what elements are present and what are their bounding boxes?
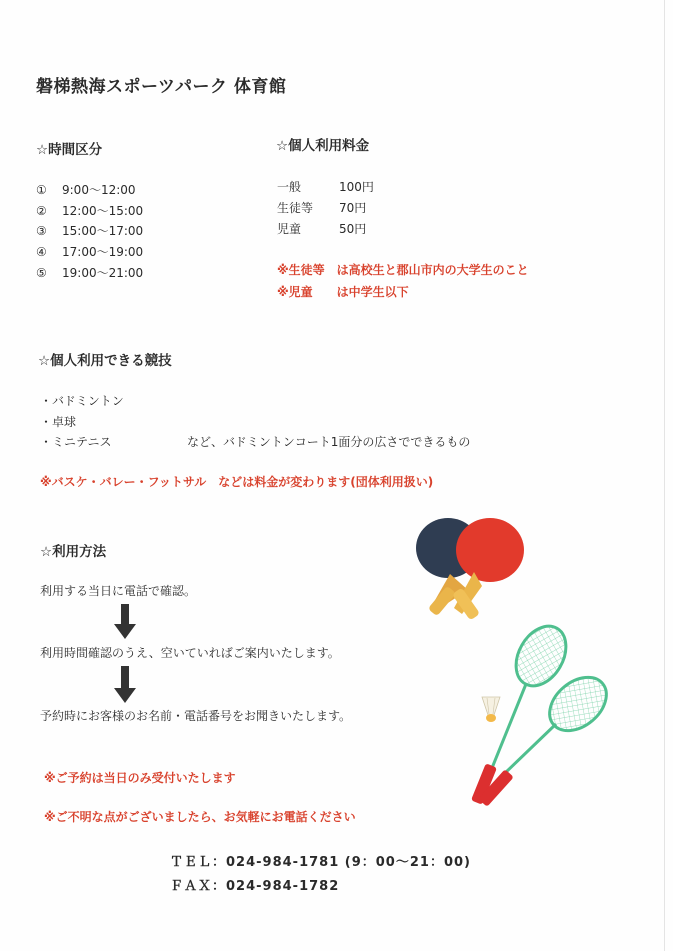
ping-pong-paddles-icon [410,508,535,623]
shuttlecock-icon [478,695,504,725]
time-slot-number: ④ [36,245,47,259]
time-slot [36,243,143,260]
fee-price: 70円 [339,201,367,215]
fee-price: 100円 [339,180,374,194]
time-slot-range: 12:00～15:00 [62,204,144,218]
fee-note-children: ※児童 は中学生以下 [277,285,409,299]
mini-tennis-note: など、バドミントンコート1面分の広さでできるもの [187,435,471,449]
usage-step-1: 利用する当日に電話で確認。 [40,584,197,598]
fee-note-students: ※生徒等 は高校生と郡山市内の大学生のこと [277,263,529,277]
down-arrow-icon [114,604,136,640]
usage-section-heading: ☆利用方法 [40,544,107,560]
page-edge-line [664,0,665,951]
time-slot [36,181,136,198]
sports-section-heading: ☆個人利用できる競技 [38,353,172,369]
fee-price: 50円 [339,222,367,236]
badminton-rackets-icon [438,618,613,818]
sport-item-mini-tennis: ・ミニテニス [40,435,112,449]
time-slot-number: ⑤ [36,266,47,280]
time-slot [36,264,143,281]
fee-row [277,199,366,216]
down-arrow-icon [114,666,136,704]
time-slot-range: 19:00～21:00 [62,266,144,280]
usage-step-2: 利用時間確認のうえ、空いていればご案内いたします。 [40,646,340,660]
time-slot-number: ① [36,183,47,197]
page-title: 磐梯熱海スポーツパーク 体育館 [36,77,287,97]
same-day-reservation-note: ※ご予約は当日のみ受付いたします [44,771,236,785]
fee-row [277,178,374,195]
fee-label: 生徒等 [277,201,314,215]
fee-label: 一般 [277,180,302,194]
sport-item-table-tennis: ・卓球 [40,415,77,429]
time-section-heading: ☆時間区分 [36,142,103,158]
time-slot-number: ③ [36,224,47,238]
time-slot-range: 9:00～12:00 [62,183,136,197]
fee-row [277,220,366,237]
time-slot-range: 17:00～19:00 [62,245,144,259]
time-slot [36,202,143,219]
fax-number: ＦＡＸ：024-984-1782 [170,879,340,894]
sport-item-badminton: ・バドミントン [40,394,124,408]
inquiry-note: ※ご不明な点がございましたら、お気軽にお電話ください [44,810,356,824]
usage-step-3: 予約時にお客様のお名前・電話番号をお聞きいたします。 [40,709,352,723]
time-slot-range: 15:00～17:00 [62,224,144,238]
tel-number: ＴＥＬ：024-984-1781 (9：00～21：00) [170,855,471,870]
time-slot [36,222,143,239]
fee-label: 児童 [277,222,302,236]
time-slot-number: ② [36,204,47,218]
team-use-warning: ※バスケ・バレー・フットサル などは料金が変わります(団体利用扱い) [40,475,434,489]
fee-section-heading: ☆個人利用料金 [276,138,370,154]
